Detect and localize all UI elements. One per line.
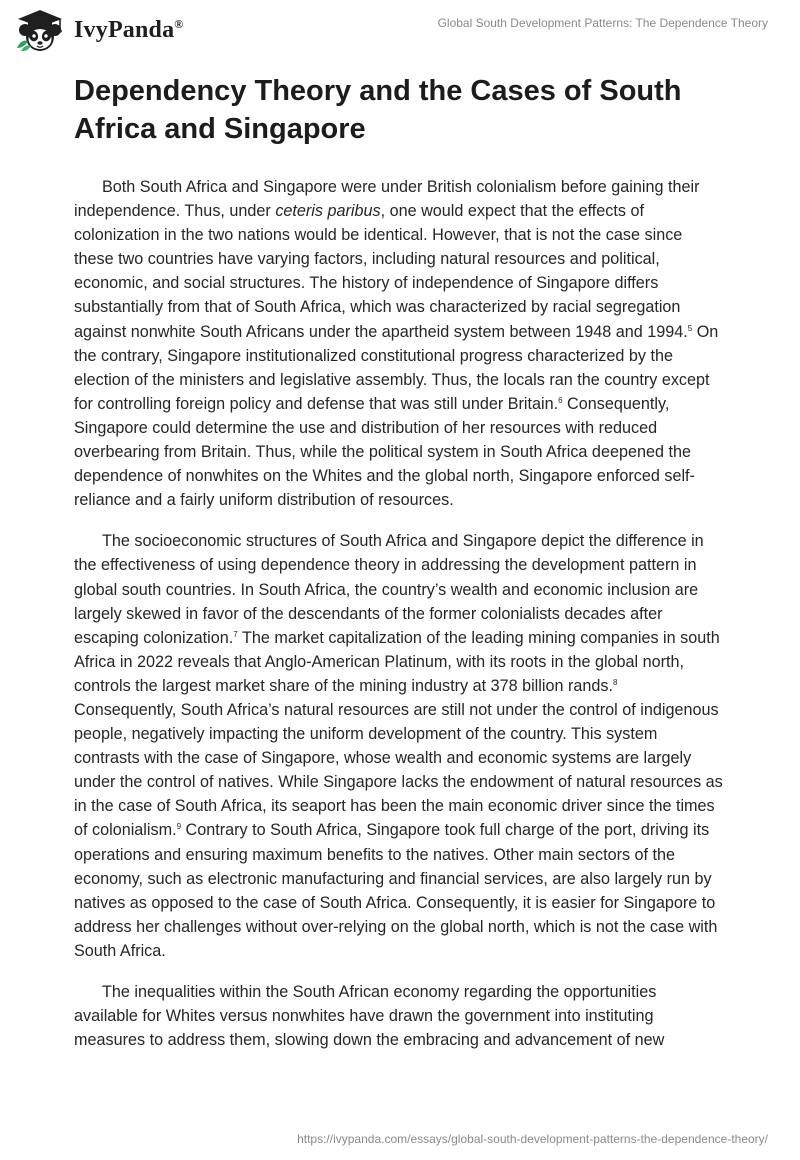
footnote-ref-7[interactable]: 7 bbox=[233, 629, 238, 639]
registered-mark: ® bbox=[174, 16, 184, 31]
source-url[interactable]: https://ivypanda.com/essays/global-south-development-patterns-the-dependence-theory/ bbox=[297, 1132, 768, 1146]
panda-graduate-icon bbox=[14, 8, 66, 52]
footnote-ref-8[interactable]: 8 bbox=[612, 677, 618, 687]
brand-name: IvyPanda® bbox=[74, 16, 184, 43]
paragraph-2: The socioeconomic structures of South Africa and Singapore depict the difference in the effectiveness of using dependence theory in addressing the development pattern in global south countries. In South Africa, the country’s wealth and economic inclusion are largely skewed in favor of the descendants of the former colonialists decades after escaping colonization.$^7$ The market capitalization of the leading mining companies in south Africa in 2022 reveals that Anglo-American Platinum, with its roots in the global north, controls the largest market share of the mining industry at 378 billion rands.$^8$ Consequently, South Africa’s natural resources are still not under the control of indigenous people, negatively impacting the uniform development of the country. This system contrasts with the case of Singapore, whose wealth and economic systems are largely under the control of natives. While Singapore lacks the endowment of natural resources as in the case of South Africa, its seaport has been the main economic driver since the times of colonialism.$^9$ Contrary to South Africa, Singapore took full charge of the port, driving its operations and ensuring maximum benefits to the natives. Other main sectors of the economy, such as electronic manufacturing and financial services, are also largely run by natives as opposed to the case of South Africa. Consequently, it is easier for Singapore to address her challenges without over-relying on the global north, which is not the case with South Africa. bbox=[74, 532, 723, 960]
ivypanda-logo[interactable] bbox=[14, 8, 183, 52]
footnote-ref-6[interactable]: 6 bbox=[558, 395, 563, 405]
paragraph-3: The inequalities within the South African economy regarding the opportunities available for Whites versus nonwhites have drawn the government into instituting measures to address them, slowing down the embracing and advancement of new bbox=[74, 983, 665, 1050]
article-body bbox=[74, 175, 724, 1069]
paragraph-1: Both South Africa and Singapore were under British colonialism before gaining their independence. Thus, under ceteris paribus, one would expect that the effects of colonization in the two nations would be identical. However, that is not the case since these two countries have varying factors, including natural resources and political, economic, and social structures. The history of independence of Singapore differs substantially from that of South Africa, which was characterized by racial segregation against nonwhite South Africans under the apartheid system between 1948 and 1994.$^5$ On the contrary, Singapore institutionalized constitutional progress characterized by the election of the ministers and legislative assembly. Thus, the locals ran the country except for controlling foreign policy and defense that was still under Britain.$^6$ Consequently, Singapore could determine the use and distribution of her resources with reduced overbearing from Britain. Thus, while the political system in South Africa deepened the dependence of nonwhites on the Whites and the global north, Singapore enforced self-reliance and a fairly uniform distribution of resources. bbox=[74, 178, 719, 510]
running-title: Global South Development Patterns: The Dependence Theory bbox=[437, 16, 768, 30]
footnote-ref-5[interactable]: 5 bbox=[687, 323, 693, 333]
footnote-ref-9[interactable]: 9 bbox=[176, 822, 182, 832]
page-header bbox=[0, 0, 800, 70]
article-title: Dependency Theory and the Cases of South Africa and Singapore bbox=[74, 75, 682, 145]
latin-term: ceteris paribus bbox=[275, 202, 381, 221]
